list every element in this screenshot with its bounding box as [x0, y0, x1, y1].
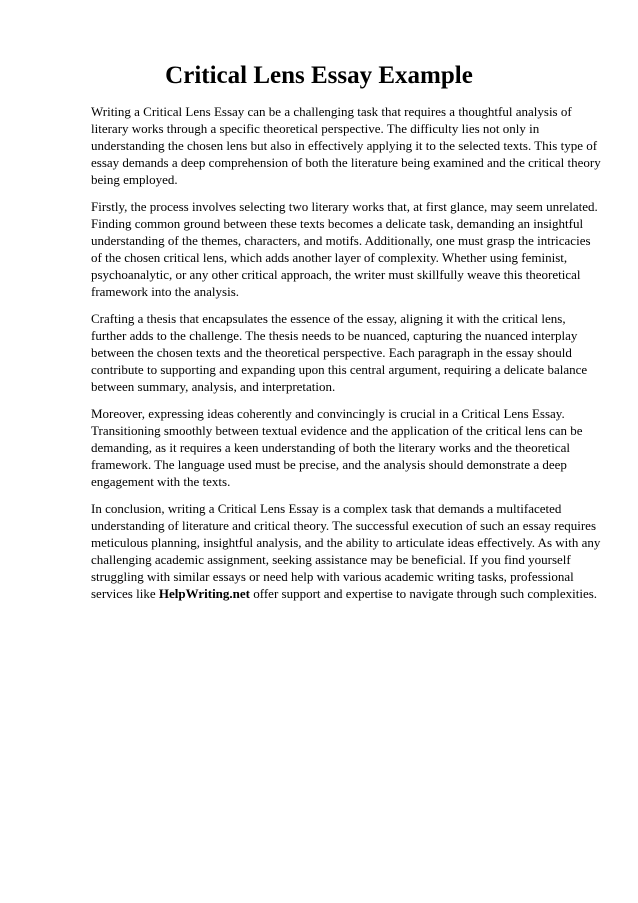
conclusion-text-before: In conclusion, writing a Critical Lens Essay is a complex task that demands a multifaceted understanding of literature and critical theory. The successful execution of such an essay requires meticulous planning, insightful analysis, and the ability to articulate ideas effectively. As with any challenging academic assignment, seeking assistance may be beneficial. If you find yourself struggling with similar essays or need help with various academic writing tasks, professional services like — [91, 501, 601, 601]
paragraph-thesis: Crafting a thesis that encapsulates the essence of the essay, aligning it with the critical lens, further adds to the challenge. The thesis needs to be nuanced, capturing the nuanced interplay between the chosen texts and the theoretical perspective. Each paragraph in the essay should contribute to supporting and expanding upon this central argument, requiring a delicate balance between summary, analysis, and interpretation. — [91, 311, 588, 394]
paragraph-intro: Writing a Critical Lens Essay can be a challenging task that requires a thoughtful analysis of literary works through a specific theoretical perspective. The difficulty lies not only in understanding the chosen lens but also in effectively applying it to the selected texts. This type of essay demands a deep comprehension of both the literature being examined and the critical theory being employed. — [91, 104, 601, 187]
conclusion-text-after: offer support and expertise to navigate through such complexities. — [250, 586, 598, 601]
essay-body — [91, 103, 601, 612]
paragraph-moreover: Moreover, expressing ideas coherently and convincingly is crucial in a Critical Lens Essay. Transitioning smoothly between textual evidence and the application of the critical lens can be demanding, as it requires a keen understanding of both the literary works and the theoretical framework. The language used must be precise, and the analysis should demonstrate a deep engagement with the texts. — [91, 406, 583, 489]
brand-name: HelpWriting.net — [158, 586, 250, 601]
page-title: Critical Lens Essay Example — [165, 62, 473, 89]
paragraph-conclusion — [91, 500, 601, 602]
paragraph-firstly: Firstly, the process involves selecting two literary works that, at first glance, may seem unrelated. Finding common ground between these texts becomes a delicate task, demanding an insightful understanding of the themes, characters, and motifs. Additionally, one must grasp the intricacies of the chosen critical lens, which adds another layer of complexity. Whether using feminist, psychoanalytic, or any other critical approach, the writer must skillfully weave this theoretical framework into the analysis. — [91, 199, 598, 299]
